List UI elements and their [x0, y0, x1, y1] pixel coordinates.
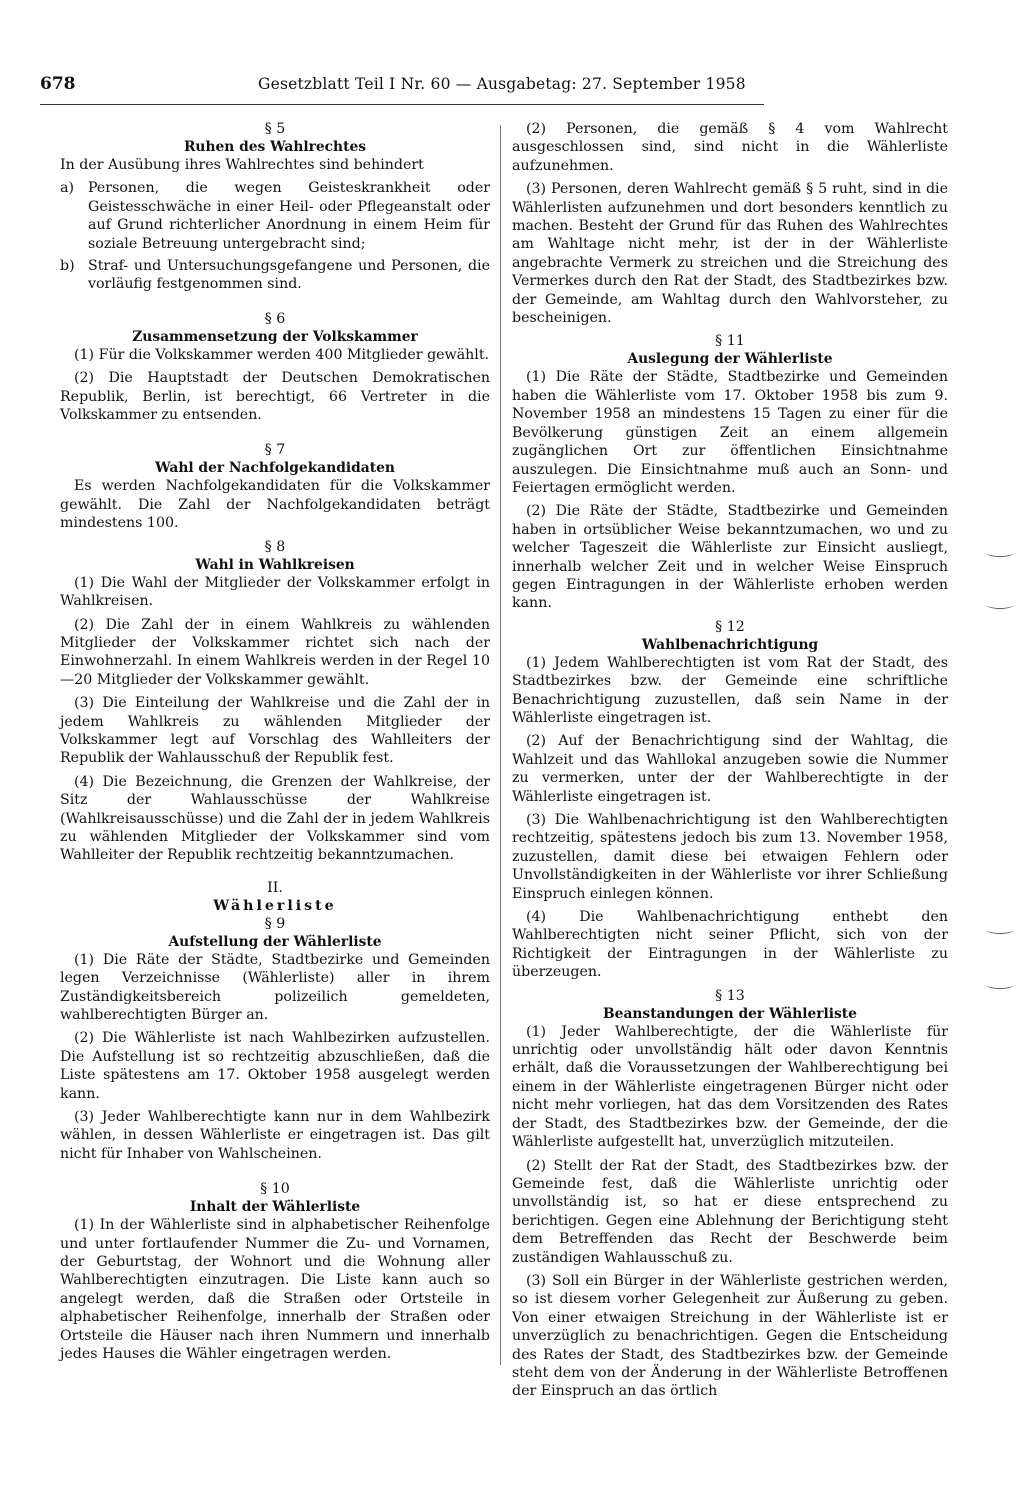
section-number: § 12: [715, 618, 745, 635]
paragraph: (2) Die Wählerliste ist nach Wahlbezirken aufzustellen. Die Aufstellung ist so rechtzeitig abzuschließen, daß die Liste spätestens am 17. Oktober 1958 ausgelegt werden kann.: [60, 1030, 490, 1102]
list-item: [60, 257, 490, 294]
paragraph: (1) Die Wahl der Mitglieder der Volkskammer erfolgt in Wahlkreisen.: [60, 574, 490, 610]
margin-mark: [986, 548, 1014, 557]
margin-mark: [986, 600, 1014, 609]
section-title: Wahlbenachrichtigung: [641, 636, 819, 653]
paragraph: (3) Die Einteilung der Wahlkreise und die Zahl der in jedem Wahlkreis zu wählenden Mitglieder der Volkskammer legt auf Vorschlag des Wahlleiters der Republik der Wahlausschuß der Republik fest.: [60, 695, 490, 767]
page-number: 678: [40, 74, 76, 94]
list-text: Straf- und Untersuchungsgefangene und Personen, die vorläufig festgenommen sind.: [88, 258, 490, 293]
paragraph: (2) Personen, die gemäß § 4 vom Wahlrecht ausgeschlossen sind, sind nicht in die Wählerliste aufzunehmen.: [512, 121, 948, 174]
paragraph: (2) Auf der Benachrichtigung sind der Wahltag, die Wahlzeit und das Wahllokal anzugeben sowie die Nummer zu vermerken, unter der der Wahlberechtigte in der Wählerliste eingetragen ist.: [512, 733, 948, 805]
paragraph: (4) Die Wahlbenachrichtigung enthebt den Wahlberechtigten nicht seiner Pflicht, sich von der Richtigkeit der Eintragungen in der Wählerliste zu überzeugen.: [512, 909, 948, 981]
paragraph: (2) Die Zahl der in einem Wahlkreis zu wählenden Mitglieder der Volkskammer richtet sich nach der Einwohnerzahl. In einem Wahlkreis werden in der Regel 10—20 Mitglieder der Volkskammer gewählt.: [60, 616, 490, 688]
section-number: § 13: [715, 987, 745, 1004]
section-number: § 11: [715, 333, 745, 350]
section-title: Wahl in Wahlkreisen: [195, 556, 355, 573]
list-label: b): [60, 258, 75, 275]
section-title: Auslegung der Wählerliste: [627, 351, 833, 368]
section-title: Ruhen des Wahlrechtes: [183, 139, 367, 155]
list-item: [60, 179, 490, 253]
right-column: [512, 120, 948, 1406]
section-number: § 7: [264, 442, 286, 459]
paragraph: (3) Personen, deren Wahlrecht gemäß § 5 ruht, sind in die Wählerlisten aufzunehmen und dort besonders kenntlich zu machen. Besteht der Grund für das Ruhen des Wahlrechtes am Wahltage nicht mehr, ist der in der Wählerliste angebrachte Vermerk zu streichen und die Streichung des Vermerkes durch den Rat der Stadt, des Stadtbezirkes bzw. der Gemeinde, am Wahltag durch den Wahlvorsteher, zu bescheinigen.: [512, 181, 948, 327]
paragraph: (3) Jeder Wahlberechtigte kann nur in dem Wahlbezirk wählen, in dessen Wählerliste er eingetragen ist. Das gilt nicht für Inhaber von Wahlscheinen.: [60, 1109, 490, 1162]
section-number: § 9: [264, 915, 286, 932]
list-label: a): [60, 180, 74, 197]
paragraph: Es werden Nachfolgekandidaten für die Volkskammer gewählt. Die Zahl der Nachfolgekandidaten beträgt mindestens 100.: [60, 478, 490, 532]
part-number: II.: [267, 879, 283, 896]
paragraph: In der Ausübung ihres Wahlrechtes sind behindert: [60, 157, 424, 173]
section-title: Zusammensetzung der Volkskammer: [132, 328, 418, 345]
page-header: [40, 74, 764, 105]
margin-mark: [986, 925, 1014, 934]
column-divider: [500, 125, 501, 1365]
running-title: Gesetzblatt Teil I Nr. 60 — Ausgabetag: 27. September 1958: [258, 75, 746, 93]
section-title: Inhalt der Wählerliste: [189, 1199, 361, 1216]
paragraph: (1) In der Wählerliste sind in alphabetischer Reihenfolge und unter fortlaufender Nummer die Zu- und Vornamen, der Geburtstag, der Wohnort und die Wohnung aller Wahlberechtigten einzutragen. Die Liste kann auch so angelegt werden, daß die Straßen oder Ortsteile in alphabetischer Reihenfolge, innerhalb der Straßen oder Ortsteile die Häuser nach ihren Nummern und innerhalb jedes Hauses die Wähler eingetragen werden.: [60, 1217, 490, 1363]
paragraph: (1) Jeder Wahlberechtigte, der die Wählerliste für unrichtig oder unvollständig hält oder davon Kenntnis erhält, daß die Voraussetzungen der Wahlberechtigung bei einem in der Wählerliste eingetragenen Bürger nicht oder nicht mehr vorliegen, hat das dem Vorsitzenden des Rates der Stadt, des Stadtbezirkes bzw. der Gemeinde, der die Wählerliste aufgestellt hat, unverzüglich mitzuteilen.: [512, 1023, 948, 1151]
paragraph: (2) Die Hauptstadt der Deutschen Demokratischen Republik, Berlin, ist berechtigt, 66 Vertreter in die Volkskammer zu entsenden.: [60, 370, 490, 424]
part-title: Wählerliste: [213, 897, 337, 914]
section-number: § 5: [264, 121, 286, 137]
paragraph: (3) Soll ein Bürger in der Wählerliste gestrichen werden, so ist diesem vorher Gelegenheit zur Äußerung zu geben. Von einer etwaigen Streichung in der Wählerliste ist er unverzüglich zu benachrichtigen. Gegen die Entscheidung des Rates der Stadt, des Stadtbezirkes bzw. der Gemeinde steht dem von der Änderung in der Wählerliste Betroffenen der Einspruch an das örtlich: [512, 1272, 948, 1400]
section-title: Beanstandungen der Wählerliste: [603, 1005, 857, 1022]
paragraph: (3) Die Wahlbenachrichtigung ist den Wahlberechtigten rechtzeitig, spätestens jedoch bis zum 13. November 1958, zuzustellen, damit diese bei etwaigen Fehlern oder Unvollständigkeiten in der Wählerliste vor ihrer Schließung Einspruch einlegen können.: [512, 812, 948, 902]
left-column: [60, 120, 490, 1369]
paragraph: (1) Die Räte der Städte, Stadtbezirke und Gemeinden haben die Wählerliste vom 17. Oktober 1958 bis zum 9. November 1958 an mindestens 15 Tagen zu einer für die Bevölkerung günstigen Zeit an einem allgemein zugänglichen Ort zur öffentlichen Einsichtnahme auszulegen. Die Einsichtnahme muß auch an Sonn- und Feiertagen ermöglicht werden.: [512, 369, 948, 496]
paragraph: (4) Die Bezeichnung, die Grenzen der Wahlkreise, der Sitz der Wahlausschüsse der Wahlkreise (Wahlkreisausschüsse) und die Zahl der in jedem Wahlkreis zu wählenden Mitglieder der Volkskammer sind vom Wahlleiter der Republik rechtzeitig bekanntzumachen.: [60, 773, 490, 864]
paragraph: (1) Für die Volkskammer werden 400 Mitglieder gewählt.: [74, 346, 490, 363]
paragraph: (2) Stellt der Rat der Stadt, des Stadtbezirkes bzw. der Gemeinde fest, daß die Wählerliste unrichtig oder unvollständig ist, so hat er diese entsprechend zu berichtigen. Gegen eine Ablehnung der Berichtigung steht dem Betreffenden das Recht der Beschwerde beim zuständigen Wahlausschuß zu.: [512, 1157, 948, 1266]
section-number: § 8: [264, 538, 286, 555]
paragraph: (1) Jedem Wahlberechtigten ist vom Rat der Stadt, des Stadtbezirkes bzw. der Gemeinde eine schriftliche Benachrichtigung zuzustellen, daß sein Name in der Wählerliste eingetragen ist.: [512, 654, 948, 726]
section-number: § 6: [264, 310, 286, 327]
paragraph: (1) Die Räte der Städte, Stadtbezirke und Gemeinden legen Verzeichnisse (Wählerliste) aller in ihrem Zuständigkeitsbereich polizeilich gemeldeten, wahlberechtigten Bürger an.: [60, 951, 490, 1023]
list-text: Personen, die wegen Geisteskrankheit oder Geistesschwäche in einer Heil- oder Pflegeanstalt oder auf Grund richterlicher Anordnung in einem Heim für soziale Betreuung untergebracht sind;: [88, 180, 490, 252]
section-number: § 10: [260, 1181, 290, 1198]
section-title: Wahl der Nachfolgekandidaten: [155, 460, 395, 477]
paragraph: (2) Die Räte der Städte, Stadtbezirke und Gemeinden haben in ortsüblicher Weise bekanntzumachen, wo und zu welcher Tageszeit die Wählerliste zur Einsicht ausliegt, innerhalb welcher Zeit und in welcher Weise Einspruch gegen Eintragungen in der Wählerliste erhoben werden kann.: [512, 503, 948, 612]
margin-mark: [986, 980, 1014, 989]
section-title: Aufstellung der Wählerliste: [168, 933, 382, 950]
